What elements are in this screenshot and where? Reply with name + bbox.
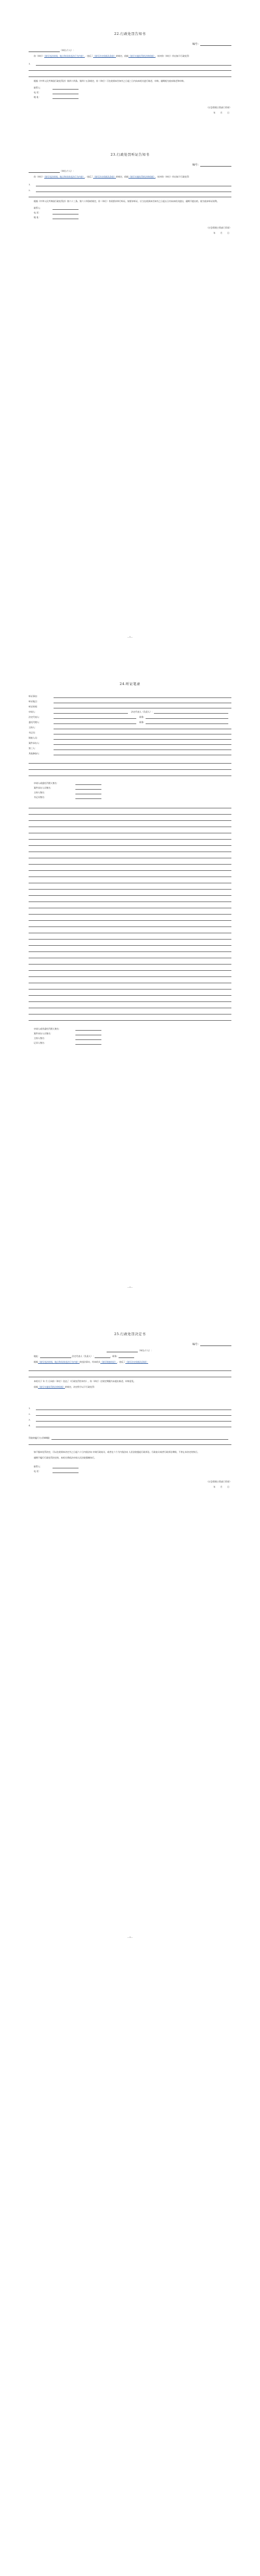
section-22-paragraph-1: 你（单位）（填写违法时间、地点和具体违法行为内容），违反了（填写法定依据及条款）的规定。依据（填写实施处罚的法律依据），拟对你（单位）作出如下行政处罚：	[34, 55, 191, 57]
section-22-title: 22.行政处罚告知书	[114, 32, 146, 36]
field-investigators: 调查人员：	[29, 734, 231, 740]
section-23-paragraph-2: 根据《中华人民共和国行政处罚法》第六十三条、第六十四条的规定，你（单位）有权要求举行听证。如要求听证，应当在收到本告知书之日起五日内向本机关提出，逾期不提出的，视为放弃听证权利。	[34, 200, 219, 202]
decision-number: 编号：	[29, 1343, 231, 1346]
field-agent: 委托代理人： 职务：	[29, 719, 231, 724]
decision-party-info: 地址： 法定代表人（负责人）： ，职务：	[29, 1354, 231, 1358]
field-other-participants: 其他参加人：	[29, 750, 231, 755]
field-applicant: 申请人： 法定代表人（负责人）：	[29, 708, 231, 714]
decision-paragraph-appeal: 如不服本处罚决定，可以在收到本决定书之日起六十日内依法向 申请行政复议，或者在六个月内依法向 人民法院提起行政诉讼。行政复议或者行政诉讼期间，不停止本决定的执行。	[34, 1451, 200, 1453]
decision-items	[29, 1404, 231, 1427]
page-number-2: —2—	[127, 1286, 133, 1288]
field-hearing-place: 听证地点：	[29, 698, 231, 703]
page-2-content	[29, 681, 231, 1045]
decision-paragraph-notice: 本机关于 年 月 日向你（单位）送达了《行政处罚告知书》，你（单位）在规定期限内未提出陈述、申辩意见。	[34, 1380, 136, 1382]
decision-title: 25.行政处罚决定书	[114, 1332, 146, 1336]
document-page-2	[0, 650, 260, 1294]
section-22-contact: 联系人： 电 话： 地 址：	[34, 85, 231, 99]
record-lines-2	[29, 803, 231, 1021]
decision-item-3: 3.	[29, 1416, 231, 1422]
field-clerk: 书记员：	[29, 729, 231, 734]
field-hearing-time: 听证时间：	[29, 703, 231, 708]
signature-block-1: 申请人或委托代理人签名： 案件承办人员签名： 主持人签名： 书记员签名：	[34, 780, 231, 799]
document-page-3	[0, 1300, 260, 1944]
section-22	[29, 31, 231, 115]
section-22-issuer: （应急管理主管部门印章） 年 月 日	[206, 106, 231, 114]
signature-block-2: 申请人或其委托代理人签名： 案件承办人员签名： 主持人签名： 记录人签名：	[34, 1026, 231, 1045]
section-23-recipient: （单位/个人）：	[29, 170, 231, 173]
section-22-paragraph-2: 根据《中华人民共和国行政处罚法》第四十四条、第四十五条规定，你（单位）可在收到本告知书之日起三日内向本机关进行陈述、申辩。逾期视为放弃陈述和申辩。	[34, 80, 186, 82]
decision-contact: 联系人： 电 话：	[34, 1464, 231, 1473]
decision-recipient: （单位/个人）：	[29, 1349, 231, 1352]
section-22-item-1: 1.	[29, 60, 231, 66]
section-23-issuer: （应急管理主管部门印章） 年 月 日	[206, 226, 231, 234]
section-23-title: 23.行政处罚听证告知书	[110, 153, 150, 157]
field-legal-rep: 法定代表人： 职务：	[29, 714, 231, 719]
page-number-1: —1—	[127, 636, 133, 638]
page-1-content	[29, 31, 231, 236]
hearing-record-title: 24.听证笔录	[120, 682, 140, 686]
decision-paragraph-facts: 根据（填写违法时间、地点和具体违法行为内容）的违法事实，经本机关（填写调查结论），违反了（填写法定依据及条款）	[34, 1361, 148, 1363]
section-22-number: 编号：	[29, 43, 231, 46]
section-23	[29, 152, 231, 235]
section-23-paragraph-1: 你（单位）（填写违法时间、地点和具体违法行为内容），违反了（填写法定依据及条款）的规定，依据（填写实施处罚的法律依据），拟对你（单位）作出如下行政处罚：	[34, 175, 191, 178]
field-hearing-matter: 听证事由：	[29, 693, 231, 698]
section-23-contact: 联系人： 电 话： 地 址：	[34, 205, 231, 219]
page-number-3: —3—	[127, 1936, 133, 1938]
decision-issuer: （应急管理主管部门印章） 年 月 日	[206, 1480, 231, 1488]
field-case-handler: 案件承办人：	[29, 740, 231, 745]
field-host: 主持人：	[29, 724, 231, 729]
section-23-item-2: 2.	[29, 186, 231, 192]
decision-item-2: 2.	[29, 1410, 231, 1416]
document-page-1	[0, 0, 260, 644]
decision-item-1: 1.	[29, 1404, 231, 1410]
record-lines-1	[29, 758, 231, 776]
section-23-item-1: 1.	[29, 181, 231, 186]
section-22-recipient: （单位/个人）：	[29, 49, 231, 52]
decision-item-4: 4.	[29, 1422, 231, 1427]
page-3-content	[29, 1331, 231, 1490]
decision-paragraph-enforcement: 逾期不履行行政处罚决定的，本机关将依法申请人民法院强制执行。	[34, 1456, 96, 1459]
decision-payment-method: 罚款的履行方式和期限：	[29, 1435, 231, 1440]
hearing-fields	[29, 693, 231, 755]
field-third-party: 第三人：	[29, 745, 231, 750]
section-23-number: 编号：	[29, 163, 231, 167]
decision-paragraph-basis: 依据（填写实施处罚的法律依据）的规定，决定给予以下行政处罚：	[34, 1386, 96, 1388]
